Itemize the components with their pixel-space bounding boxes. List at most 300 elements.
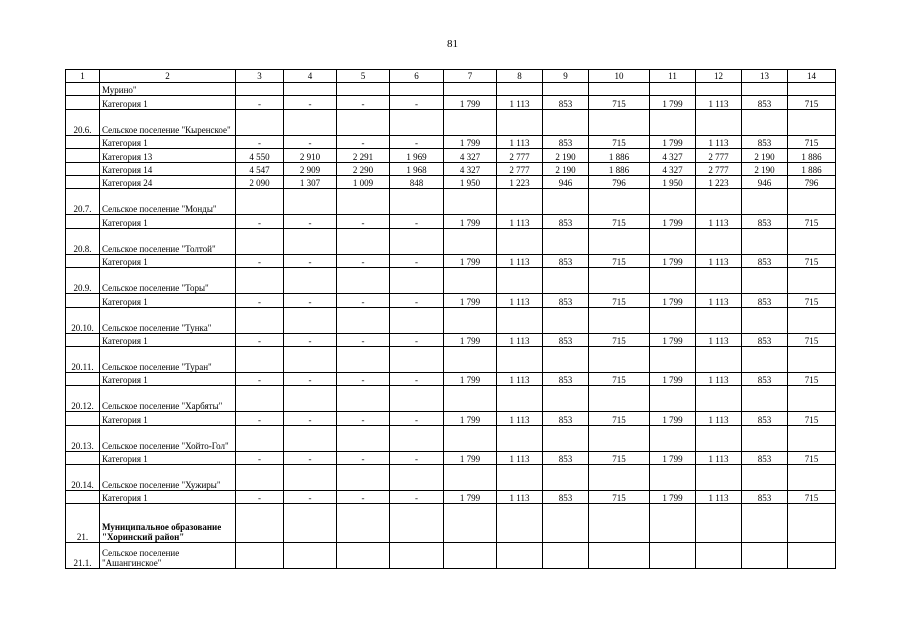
value-cell: 853 xyxy=(742,372,788,385)
empty-cell xyxy=(444,268,497,294)
empty-cell xyxy=(236,346,284,372)
empty-cell xyxy=(337,386,390,412)
empty-cell xyxy=(284,109,337,135)
value-cell: 2 909 xyxy=(284,162,337,175)
empty-cell xyxy=(589,543,650,569)
value-cell: - xyxy=(337,215,390,228)
value-cell: 1 799 xyxy=(444,412,497,425)
empty-cell xyxy=(589,386,650,412)
row-name-cell: Категория 13 xyxy=(100,149,236,162)
empty-cell xyxy=(284,189,337,215)
empty-cell xyxy=(788,189,836,215)
row-name-cell: Категория 14 xyxy=(100,162,236,175)
row-name-cell: Категория 24 xyxy=(100,175,236,188)
empty-cell xyxy=(390,543,444,569)
value-cell: 715 xyxy=(589,294,650,307)
row-index-cell xyxy=(66,135,100,148)
empty-cell xyxy=(497,504,543,543)
value-cell: - xyxy=(337,135,390,148)
empty-cell xyxy=(390,425,444,451)
empty-cell xyxy=(543,465,589,491)
empty-cell xyxy=(236,268,284,294)
empty-cell xyxy=(788,268,836,294)
value-cell: 1 113 xyxy=(497,412,543,425)
value-cell: 1 950 xyxy=(444,175,497,188)
value-cell: - xyxy=(236,215,284,228)
table-row xyxy=(66,491,836,504)
empty-cell xyxy=(444,83,497,96)
value-cell: 2 777 xyxy=(497,149,543,162)
empty-cell xyxy=(696,268,742,294)
empty-cell xyxy=(284,307,337,333)
empty-cell xyxy=(444,465,497,491)
header-cell: 7 xyxy=(444,70,497,83)
value-cell: 796 xyxy=(589,175,650,188)
empty-cell xyxy=(337,307,390,333)
value-cell: 1 799 xyxy=(650,96,696,109)
empty-cell xyxy=(497,83,543,96)
value-cell: - xyxy=(390,254,444,267)
value-cell: - xyxy=(236,96,284,109)
row-index-cell: 21. xyxy=(66,504,100,543)
empty-cell xyxy=(284,465,337,491)
table-row xyxy=(66,215,836,228)
empty-cell xyxy=(543,504,589,543)
page-number: 81 xyxy=(447,38,458,50)
row-name-cell: Категория 1 xyxy=(100,96,236,109)
value-cell: 853 xyxy=(543,333,589,346)
empty-cell xyxy=(444,189,497,215)
empty-cell xyxy=(337,465,390,491)
row-index-cell xyxy=(66,149,100,162)
empty-cell xyxy=(444,307,497,333)
empty-cell xyxy=(337,425,390,451)
empty-cell xyxy=(650,228,696,254)
value-cell: 4 327 xyxy=(650,149,696,162)
value-cell: 715 xyxy=(589,135,650,148)
header-cell: 3 xyxy=(236,70,284,83)
empty-cell xyxy=(543,228,589,254)
row-name-cell: Категория 1 xyxy=(100,412,236,425)
empty-cell xyxy=(337,346,390,372)
empty-cell xyxy=(337,268,390,294)
empty-cell xyxy=(284,268,337,294)
header-cell: 10 xyxy=(589,70,650,83)
empty-cell xyxy=(589,307,650,333)
value-cell: 1 799 xyxy=(444,372,497,385)
value-cell: 1 799 xyxy=(444,491,497,504)
value-cell: 4 550 xyxy=(236,149,284,162)
value-cell: 2 777 xyxy=(696,149,742,162)
value-cell: 715 xyxy=(589,254,650,267)
value-cell: 853 xyxy=(742,294,788,307)
value-cell: 2 777 xyxy=(497,162,543,175)
empty-cell xyxy=(696,386,742,412)
empty-cell xyxy=(696,307,742,333)
value-cell: 2 190 xyxy=(543,149,589,162)
value-cell: - xyxy=(390,135,444,148)
row-name-cell: Сельское поселение "Торы" xyxy=(100,268,236,294)
value-cell: - xyxy=(236,451,284,464)
empty-cell xyxy=(497,228,543,254)
value-cell: 848 xyxy=(390,175,444,188)
value-cell: - xyxy=(390,451,444,464)
empty-cell xyxy=(444,543,497,569)
empty-cell xyxy=(497,543,543,569)
empty-cell xyxy=(788,386,836,412)
row-index-cell xyxy=(66,215,100,228)
empty-cell xyxy=(650,346,696,372)
value-cell: - xyxy=(284,294,337,307)
empty-cell xyxy=(543,83,589,96)
value-cell: 1 009 xyxy=(337,175,390,188)
table-row xyxy=(66,162,836,175)
empty-cell xyxy=(788,504,836,543)
row-name-cell: Сельское поселение "Монды" xyxy=(100,189,236,215)
empty-cell xyxy=(390,228,444,254)
value-cell: 853 xyxy=(742,96,788,109)
value-cell: - xyxy=(337,491,390,504)
value-cell: 1 113 xyxy=(696,372,742,385)
value-cell: 853 xyxy=(742,451,788,464)
value-cell: 2 090 xyxy=(236,175,284,188)
value-cell: 4 327 xyxy=(444,149,497,162)
row-index-cell xyxy=(66,96,100,109)
value-cell: - xyxy=(390,491,444,504)
row-index-cell: 20.11. xyxy=(66,346,100,372)
value-cell: 2 290 xyxy=(337,162,390,175)
empty-cell xyxy=(497,425,543,451)
value-cell: - xyxy=(236,491,284,504)
value-cell: - xyxy=(337,372,390,385)
row-name-cell: Сельское поселение "Тунка" xyxy=(100,307,236,333)
value-cell: 2 910 xyxy=(284,149,337,162)
table-row xyxy=(66,543,836,569)
value-cell: 1 886 xyxy=(589,149,650,162)
value-cell: - xyxy=(390,294,444,307)
value-cell: - xyxy=(236,333,284,346)
value-cell: 1 113 xyxy=(696,254,742,267)
empty-cell xyxy=(444,386,497,412)
header-cell: 6 xyxy=(390,70,444,83)
row-name-cell: Сельское поселение "Ашангинское" xyxy=(100,543,236,569)
table-row xyxy=(66,307,836,333)
value-cell: 715 xyxy=(788,372,836,385)
value-cell: 1 113 xyxy=(497,135,543,148)
empty-cell xyxy=(236,228,284,254)
empty-cell xyxy=(589,189,650,215)
empty-cell xyxy=(589,425,650,451)
empty-cell xyxy=(696,504,742,543)
value-cell: 1 799 xyxy=(650,451,696,464)
empty-cell xyxy=(696,465,742,491)
empty-cell xyxy=(497,465,543,491)
row-name-cell: Сельское поселение "Толтой" xyxy=(100,228,236,254)
value-cell: 2 777 xyxy=(696,162,742,175)
header-cell: 5 xyxy=(337,70,390,83)
empty-cell xyxy=(742,228,788,254)
empty-cell xyxy=(390,268,444,294)
row-name-cell: Категория 1 xyxy=(100,135,236,148)
empty-cell xyxy=(543,543,589,569)
value-cell: 1 113 xyxy=(696,412,742,425)
value-cell: 4 327 xyxy=(444,162,497,175)
empty-cell xyxy=(497,386,543,412)
empty-cell xyxy=(444,228,497,254)
table-row xyxy=(66,346,836,372)
value-cell: - xyxy=(284,215,337,228)
empty-cell xyxy=(390,346,444,372)
row-index-cell xyxy=(66,254,100,267)
empty-cell xyxy=(284,543,337,569)
value-cell: 715 xyxy=(788,451,836,464)
table-header-row xyxy=(66,70,836,83)
row-index-cell: 20.8. xyxy=(66,228,100,254)
table-row xyxy=(66,149,836,162)
empty-cell xyxy=(650,386,696,412)
table-row xyxy=(66,451,836,464)
empty-cell xyxy=(236,386,284,412)
value-cell: 1 113 xyxy=(497,96,543,109)
tariff-table xyxy=(65,69,836,569)
empty-cell xyxy=(742,465,788,491)
value-cell: 1 223 xyxy=(497,175,543,188)
value-cell: 715 xyxy=(788,491,836,504)
value-cell: 1 113 xyxy=(696,294,742,307)
empty-cell xyxy=(589,109,650,135)
empty-cell xyxy=(742,386,788,412)
empty-cell xyxy=(543,386,589,412)
table-row xyxy=(66,372,836,385)
value-cell: 853 xyxy=(742,135,788,148)
empty-cell xyxy=(742,504,788,543)
empty-cell xyxy=(444,425,497,451)
value-cell: - xyxy=(390,333,444,346)
value-cell: - xyxy=(236,135,284,148)
value-cell: 1 113 xyxy=(696,451,742,464)
row-name-cell: Мурино" xyxy=(100,83,236,96)
empty-cell xyxy=(390,465,444,491)
value-cell: 715 xyxy=(788,333,836,346)
empty-cell xyxy=(696,425,742,451)
table-row xyxy=(66,386,836,412)
row-index-cell xyxy=(66,451,100,464)
empty-cell xyxy=(284,228,337,254)
row-index-cell: 20.7. xyxy=(66,189,100,215)
value-cell: 2 190 xyxy=(742,149,788,162)
value-cell: 4 547 xyxy=(236,162,284,175)
value-cell: 1 799 xyxy=(650,412,696,425)
header-cell: 1 xyxy=(66,70,100,83)
row-index-cell: 20.13. xyxy=(66,425,100,451)
value-cell: 715 xyxy=(589,412,650,425)
value-cell: 1 886 xyxy=(788,149,836,162)
empty-cell xyxy=(337,189,390,215)
row-name-cell: Категория 1 xyxy=(100,294,236,307)
header-cell: 8 xyxy=(497,70,543,83)
row-name-cell: Сельское поселение "Хужиры" xyxy=(100,465,236,491)
empty-cell xyxy=(337,228,390,254)
empty-cell xyxy=(497,268,543,294)
row-name-cell: Категория 1 xyxy=(100,215,236,228)
value-cell: - xyxy=(337,96,390,109)
table-row xyxy=(66,175,836,188)
row-name-cell: Сельское поселение "Харбяты" xyxy=(100,386,236,412)
empty-cell xyxy=(742,346,788,372)
value-cell: 853 xyxy=(742,491,788,504)
value-cell: 1 113 xyxy=(497,491,543,504)
empty-cell xyxy=(337,543,390,569)
row-index-cell xyxy=(66,372,100,385)
empty-cell xyxy=(390,307,444,333)
empty-cell xyxy=(543,425,589,451)
table-row xyxy=(66,412,836,425)
value-cell: 1 799 xyxy=(650,215,696,228)
table-row xyxy=(66,425,836,451)
empty-cell xyxy=(788,425,836,451)
value-cell: 715 xyxy=(788,215,836,228)
header-cell: 9 xyxy=(543,70,589,83)
empty-cell xyxy=(284,425,337,451)
table-row xyxy=(66,189,836,215)
value-cell: 853 xyxy=(543,372,589,385)
value-cell: 1 799 xyxy=(444,254,497,267)
header-cell: 12 xyxy=(696,70,742,83)
empty-cell xyxy=(543,307,589,333)
value-cell: 715 xyxy=(788,254,836,267)
value-cell: 1 113 xyxy=(497,254,543,267)
value-cell: 1 113 xyxy=(696,333,742,346)
empty-cell xyxy=(444,504,497,543)
empty-cell xyxy=(236,543,284,569)
row-index-cell xyxy=(66,491,100,504)
value-cell: 715 xyxy=(589,372,650,385)
value-cell: 853 xyxy=(543,135,589,148)
value-cell: - xyxy=(337,254,390,267)
row-index-cell xyxy=(66,294,100,307)
row-index-cell: 20.10. xyxy=(66,307,100,333)
empty-cell xyxy=(742,425,788,451)
value-cell: - xyxy=(337,451,390,464)
empty-cell xyxy=(742,268,788,294)
empty-cell xyxy=(788,83,836,96)
value-cell: 1 799 xyxy=(444,215,497,228)
empty-cell xyxy=(788,465,836,491)
value-cell: 853 xyxy=(742,215,788,228)
empty-cell xyxy=(390,83,444,96)
value-cell: 1 113 xyxy=(497,372,543,385)
value-cell: 1 307 xyxy=(284,175,337,188)
row-name-cell: Категория 1 xyxy=(100,491,236,504)
empty-cell xyxy=(543,109,589,135)
value-cell: 715 xyxy=(589,96,650,109)
empty-cell xyxy=(696,228,742,254)
value-cell: 1 799 xyxy=(650,372,696,385)
empty-cell xyxy=(650,268,696,294)
table-row xyxy=(66,268,836,294)
empty-cell xyxy=(284,346,337,372)
empty-cell xyxy=(497,307,543,333)
value-cell: - xyxy=(337,294,390,307)
empty-cell xyxy=(337,83,390,96)
empty-cell xyxy=(788,228,836,254)
empty-cell xyxy=(284,504,337,543)
row-name-cell: Категория 1 xyxy=(100,451,236,464)
value-cell: 946 xyxy=(742,175,788,188)
value-cell: - xyxy=(284,254,337,267)
empty-cell xyxy=(696,189,742,215)
header-cell: 2 xyxy=(100,70,236,83)
empty-cell xyxy=(742,189,788,215)
empty-cell xyxy=(337,504,390,543)
value-cell: 853 xyxy=(543,451,589,464)
empty-cell xyxy=(390,109,444,135)
row-name-cell: Сельское поселение "Туран" xyxy=(100,346,236,372)
value-cell: 1 799 xyxy=(650,333,696,346)
empty-cell xyxy=(284,386,337,412)
value-cell: 2 291 xyxy=(337,149,390,162)
table-row xyxy=(66,504,836,543)
row-index-cell: 21.1. xyxy=(66,543,100,569)
table-row xyxy=(66,228,836,254)
row-index-cell: 20.6. xyxy=(66,109,100,135)
empty-cell xyxy=(589,268,650,294)
empty-cell xyxy=(497,346,543,372)
empty-cell xyxy=(390,386,444,412)
empty-cell xyxy=(236,425,284,451)
empty-cell xyxy=(337,109,390,135)
table-row xyxy=(66,333,836,346)
value-cell: - xyxy=(390,372,444,385)
row-index-cell: 20.14. xyxy=(66,465,100,491)
empty-cell xyxy=(236,109,284,135)
empty-cell xyxy=(543,346,589,372)
value-cell: 1 113 xyxy=(497,333,543,346)
row-index-cell xyxy=(66,412,100,425)
value-cell: - xyxy=(390,96,444,109)
value-cell: 1 799 xyxy=(650,254,696,267)
empty-cell xyxy=(650,465,696,491)
value-cell: 1 113 xyxy=(497,294,543,307)
empty-cell xyxy=(390,504,444,543)
value-cell: - xyxy=(337,412,390,425)
value-cell: 853 xyxy=(543,491,589,504)
value-cell: 1 799 xyxy=(650,294,696,307)
empty-cell xyxy=(444,109,497,135)
value-cell: 853 xyxy=(543,254,589,267)
empty-cell xyxy=(236,83,284,96)
value-cell: 1 113 xyxy=(497,451,543,464)
value-cell: - xyxy=(236,254,284,267)
empty-cell xyxy=(742,307,788,333)
empty-cell xyxy=(650,189,696,215)
value-cell: 1 223 xyxy=(696,175,742,188)
value-cell: 853 xyxy=(742,412,788,425)
empty-cell xyxy=(589,228,650,254)
value-cell: 1 799 xyxy=(444,333,497,346)
value-cell: - xyxy=(284,372,337,385)
row-index-cell xyxy=(66,162,100,175)
value-cell: 853 xyxy=(742,333,788,346)
value-cell: 1 799 xyxy=(444,451,497,464)
empty-cell xyxy=(696,83,742,96)
value-cell: 4 327 xyxy=(650,162,696,175)
value-cell: 1 113 xyxy=(696,491,742,504)
value-cell: 715 xyxy=(788,412,836,425)
value-cell: - xyxy=(284,333,337,346)
row-index-cell: 20.9. xyxy=(66,268,100,294)
value-cell: 1 799 xyxy=(444,294,497,307)
